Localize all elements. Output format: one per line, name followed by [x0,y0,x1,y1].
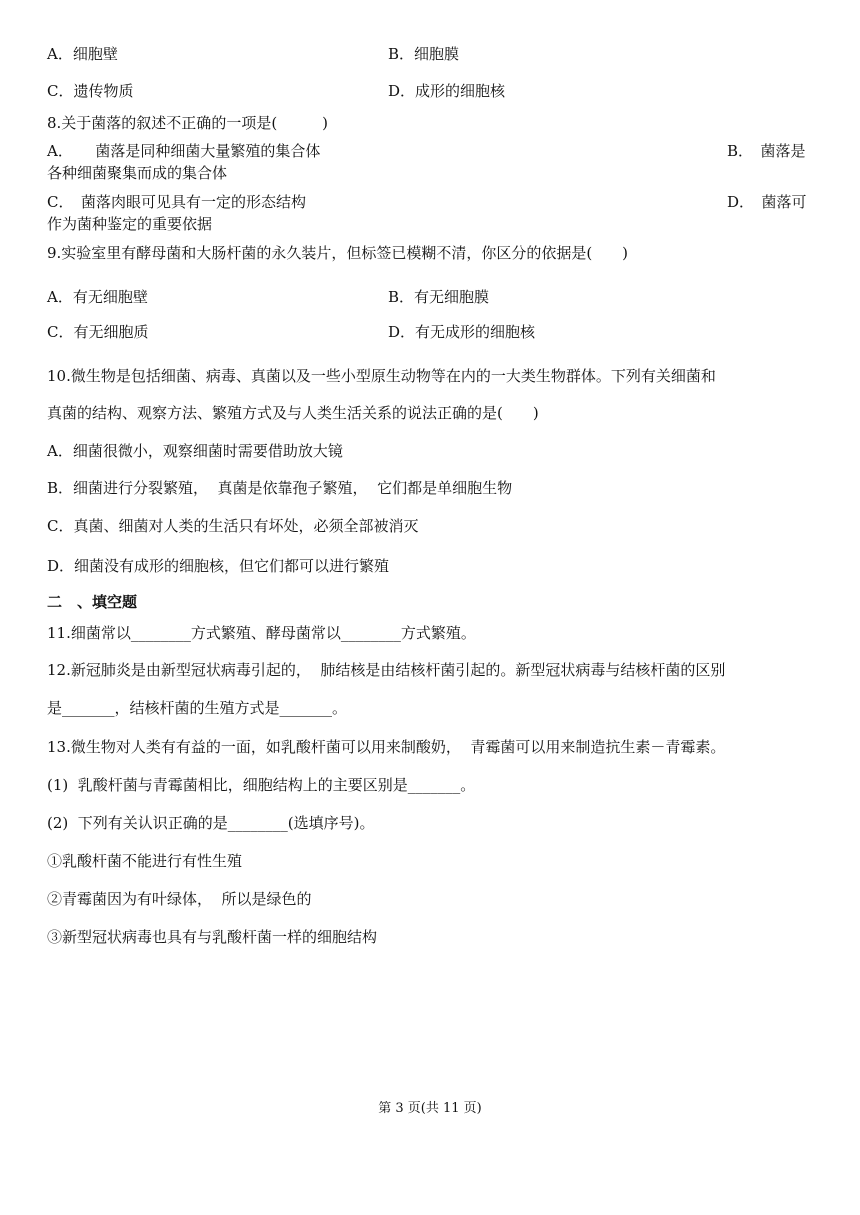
q13-stem: 13.微生物对人类有有益的一面，如乳酸杆菌可以用来制酸奶， 青霉菌可以用来制造抗生素－青霉素。 [47,738,726,756]
q8-option-b-head: B． 菌落是 [727,142,806,160]
q10-option-b: B．细菌进行分裂繁殖， 真菌是依靠孢子繁殖， 它们都是单细胞生物 [47,479,513,497]
q9-option-c: C．有无细胞质 [47,323,149,341]
q13-sub-question-1: (1) 乳酸杆菌与青霉菌相比，细胞结构上的主要区别是_______。 [47,776,476,794]
q8-stem: 8.关于菌落的叙述不正确的一项是( ) [47,114,329,132]
q7-option-c: C．遗传物质 [47,82,134,100]
q10-stem-line-2: 真菌的结构、观察方法、繁殖方式及与人类生活关系的说法正确的是( ) [47,404,539,422]
q10-option-a: A．细菌很微小，观察细菌时需要借助放大镜 [47,442,343,460]
q13-statement-1: ①乳酸杆菌不能进行有性生殖 [47,852,243,870]
q9-stem: 9.实验室里有酵母菌和大肠杆菌的永久装片，但标签已模糊不清，你区分的依据是( ) [47,244,629,262]
q10-option-d: D．细菌没有成形的细胞核，但它们都可以进行繁殖 [47,557,390,575]
q9-option-d: D．有无成形的细胞核 [388,323,536,341]
page-footer: 第 3 页(共 11 页) [378,1101,482,1116]
q9-option-b: B．有无细胞膜 [388,288,490,306]
q9-option-a: A．有无细胞壁 [47,288,148,306]
section-heading-fill-in: 二 、填空题 [47,593,138,611]
q8-option-d-tail: 作为菌种鉴定的重要依据 [47,215,213,233]
q7-option-b: B．细胞膜 [388,45,460,63]
q12-line-1: 12.新冠肺炎是由新型冠状病毒引起的， 肺结核是由结核杆菌引起的。新型冠状病毒与结核杆菌的区别 [47,661,726,679]
q8-option-b-tail: 各种细菌聚集而成的集合体 [47,164,228,182]
q8-option-a: A． 菌落是同种细菌大量繁殖的集合体 [47,142,321,160]
q13-statement-2: ②青霉菌因为有叶绿体， 所以是绿色的 [47,890,312,908]
q8-option-d-head: D． 菌落可 [727,193,807,211]
q7-option-d: D．成形的细胞核 [388,82,506,100]
q10-stem-line-1: 10.微生物是包括细菌、病毒、真菌以及一些小型原生动物等在内的一大类生物群体。下列有关细菌和 [47,367,716,385]
q11-text: 11.细菌常以________方式繁殖、酵母菌常以________方式繁殖。 [47,624,476,642]
q10-option-c: C．真菌、细菌对人类的生活只有坏处，必须全部被消灭 [47,517,419,535]
q12-line-2: 是_______，结核杆菌的生殖方式是_______。 [47,699,348,717]
q7-option-a: A．细胞壁 [47,45,118,63]
q13-statement-3: ③新型冠状病毒也具有与乳酸杆菌一样的细胞结构 [47,928,378,946]
q13-sub-question-2: (2) 下列有关认识正确的是________(选填序号)。 [47,814,375,832]
q8-option-c: C． 菌落肉眼可见具有一定的形态结构 [47,193,306,211]
